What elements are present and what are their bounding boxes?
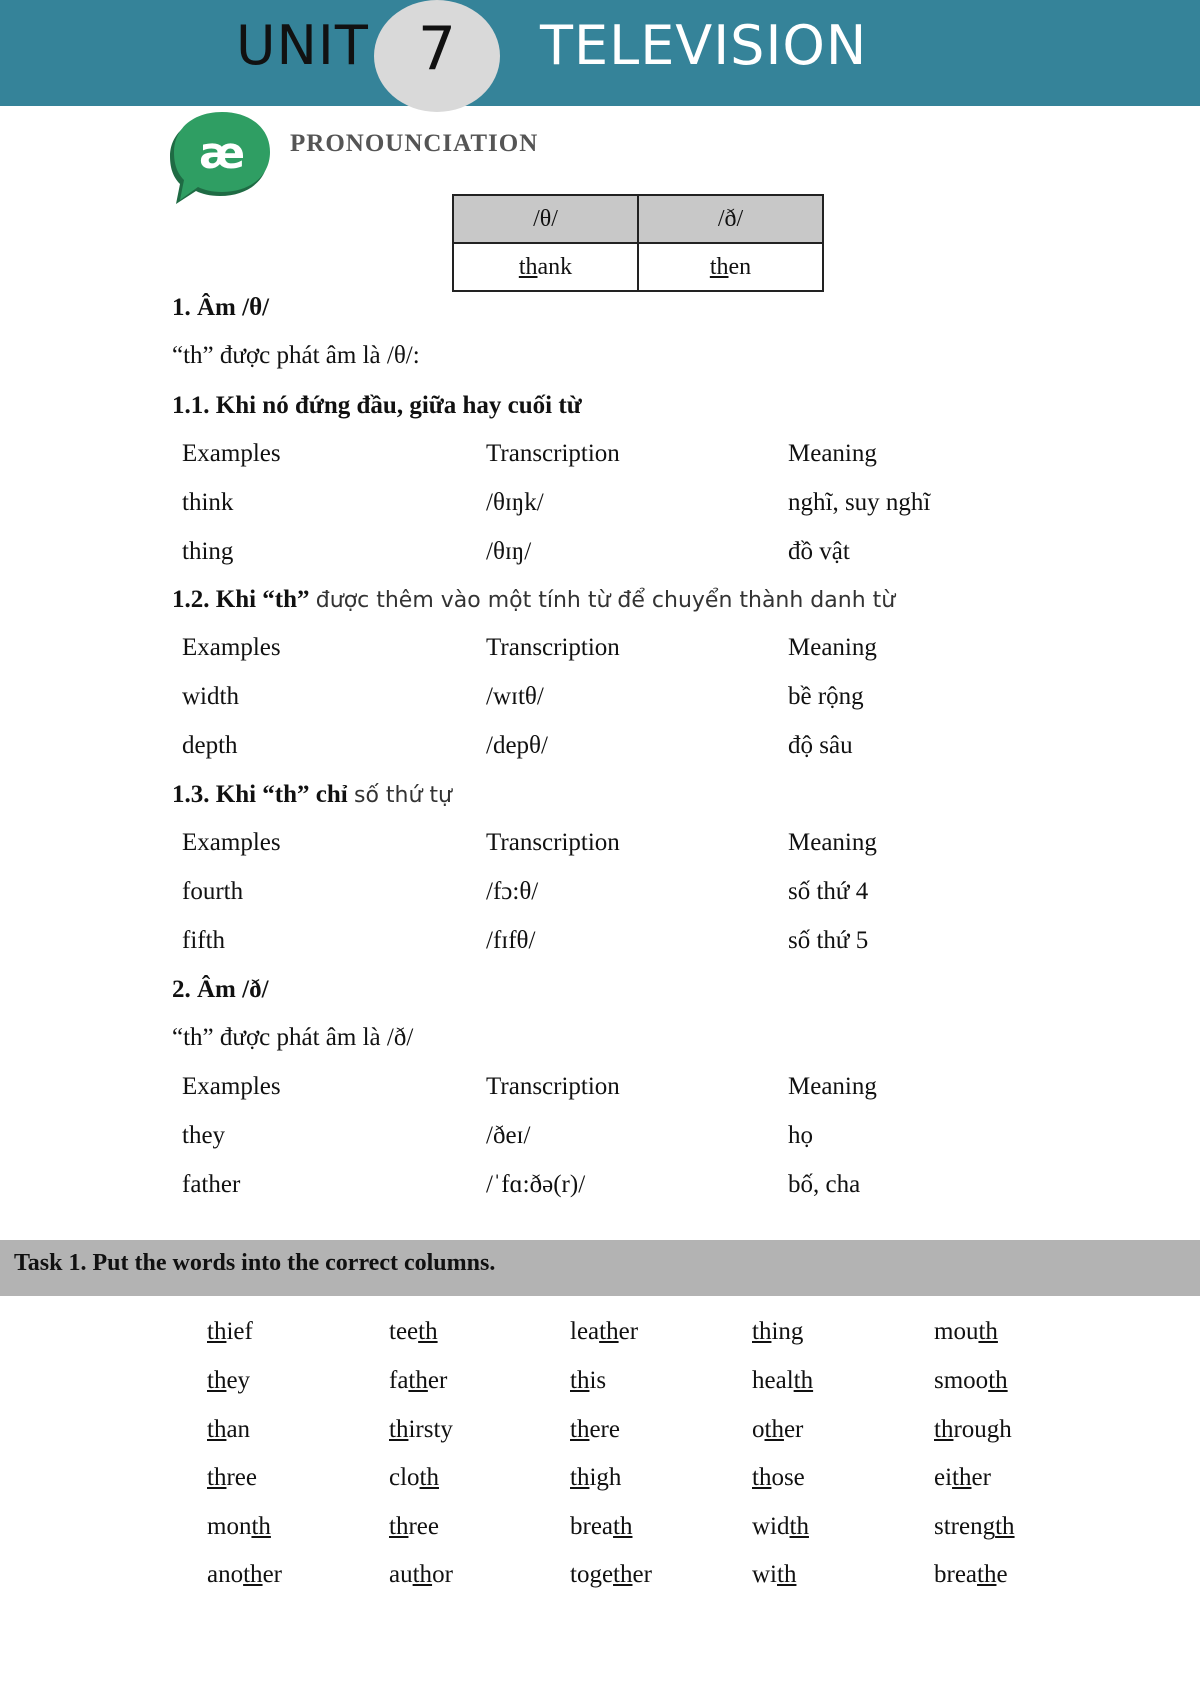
column-header-transcription: Transcription	[486, 1073, 620, 1100]
speech-bubble-ae-icon	[166, 112, 274, 212]
task-word: smooth	[934, 1367, 1008, 1394]
column-header-examples: Examples	[182, 440, 281, 467]
column-header-transcription: Transcription	[486, 634, 620, 661]
example-transcription: /fɔ:θ/	[486, 878, 539, 905]
task-word: breathe	[934, 1561, 1008, 1588]
example-meaning: số thứ 4	[788, 878, 869, 905]
column-header-examples: Examples	[182, 634, 281, 661]
sub1-heading: 1.1. Khi nó đứng đầu, giữa hay cuối từ	[172, 392, 582, 419]
task-word: mouth	[934, 1318, 998, 1345]
column-header-meaning: Meaning	[788, 1073, 877, 1100]
task-word: they	[207, 1367, 251, 1394]
column-header-meaning: Meaning	[788, 440, 877, 467]
example-word: fifth	[182, 927, 226, 954]
task-word: cloth	[389, 1464, 439, 1491]
task-word: health	[752, 1367, 814, 1394]
task-word: with	[752, 1561, 797, 1588]
task-word: month	[207, 1513, 271, 1540]
task-word: through	[934, 1416, 1012, 1443]
phoneme-table	[452, 194, 824, 292]
example-meaning: nghĩ, suy nghĩ	[788, 489, 931, 516]
example-transcription: /depθ/	[486, 732, 548, 759]
phoneme-example-theta: thank	[453, 243, 638, 291]
example-meaning: độ sâu	[788, 732, 853, 759]
example-meaning: số thứ 5	[788, 927, 869, 954]
task-word: author	[389, 1561, 453, 1588]
phoneme-example-eth: then	[638, 243, 823, 291]
logo-glyph: æ	[198, 128, 246, 179]
unit-number: 7	[417, 14, 457, 84]
task-word: width	[752, 1513, 809, 1540]
task-word: either	[934, 1464, 991, 1491]
task-word: three	[207, 1464, 257, 1491]
task-word: there	[570, 1416, 620, 1443]
example-meaning: bề rộng	[788, 683, 864, 710]
task-title: Task 1. Put the words into the correct columns.	[14, 1250, 496, 1276]
phoneme-header-eth: /ð/	[638, 195, 823, 243]
part1-intro: “th” được phát âm là /θ/:	[172, 342, 420, 369]
phoneme-header-theta: /θ/	[453, 195, 638, 243]
example-transcription: /θɪŋk/	[486, 489, 544, 516]
example-transcription: /ðeɪ/	[486, 1122, 531, 1149]
column-header-examples: Examples	[182, 829, 281, 856]
task-word: three	[389, 1513, 439, 1540]
task-word: thief	[207, 1318, 253, 1345]
task-word: teeth	[389, 1318, 438, 1345]
column-header-meaning: Meaning	[788, 829, 877, 856]
task-word: father	[389, 1367, 448, 1394]
part1-heading: 1. Âm /θ/	[172, 294, 270, 321]
column-header-examples: Examples	[182, 1073, 281, 1100]
example-word: depth	[182, 732, 238, 759]
column-header-meaning: Meaning	[788, 634, 877, 661]
example-meaning: đồ vật	[788, 538, 850, 565]
task-word: strength	[934, 1513, 1015, 1540]
task-word: another	[207, 1561, 282, 1588]
task-word: thing	[752, 1318, 804, 1345]
task-word: thirsty	[389, 1416, 453, 1443]
column-header-transcription: Transcription	[486, 829, 620, 856]
column-header-transcription: Transcription	[486, 440, 620, 467]
task-word: than	[207, 1416, 251, 1443]
example-word: width	[182, 683, 239, 710]
example-transcription: /wɪtθ/	[486, 683, 544, 710]
sub2-heading: 1.2. Khi “th” được thêm vào một tính từ để chuyển thành danh từ	[172, 586, 896, 613]
part2-intro: “th” được phát âm là /ð/	[172, 1024, 414, 1051]
task-word: thigh	[570, 1464, 622, 1491]
unit-title: TELEVISION	[540, 14, 868, 77]
example-word: they	[182, 1122, 226, 1149]
example-transcription: /θɪŋ/	[486, 538, 532, 565]
task-word: leather	[570, 1318, 639, 1345]
task-word: breath	[570, 1513, 633, 1540]
task-word: this	[570, 1367, 607, 1394]
sub3-heading: 1.3. Khi “th” chỉ số thứ tự	[172, 781, 452, 808]
example-word: father	[182, 1171, 241, 1198]
example-word: fourth	[182, 878, 244, 905]
task-word: together	[570, 1561, 652, 1588]
example-transcription: /fɪfθ/	[486, 927, 536, 954]
section-title: PRONOUNCIATION	[290, 130, 539, 157]
part2-heading: 2. Âm /ð/	[172, 976, 269, 1003]
example-meaning: bố, cha	[788, 1171, 861, 1198]
example-transcription: /ˈfɑ:ðə(r)/	[486, 1171, 586, 1198]
task-word: those	[752, 1464, 805, 1491]
task-word: other	[752, 1416, 804, 1443]
example-word: thing	[182, 538, 234, 565]
example-meaning: họ	[788, 1122, 813, 1149]
example-word: think	[182, 489, 234, 516]
unit-label: UNIT	[236, 14, 369, 77]
